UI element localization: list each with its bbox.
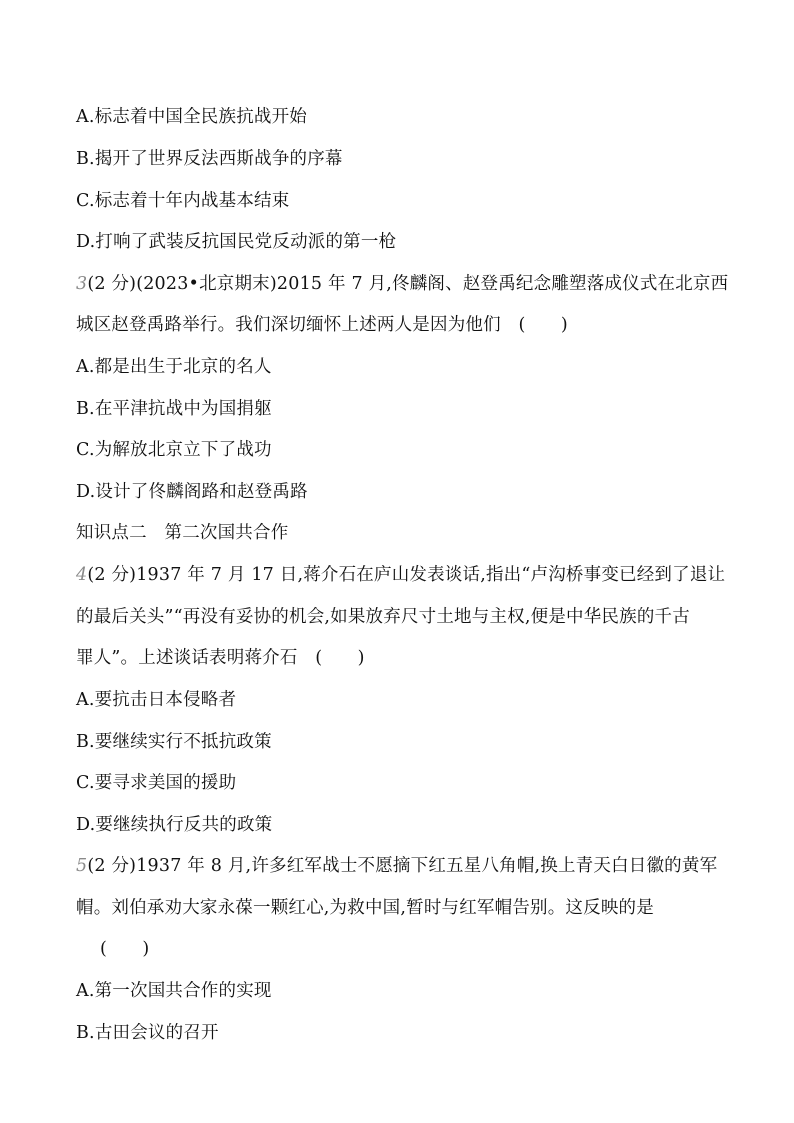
q3-stem-text1: (2 分)(2023•北京期末)2015 年 7 月,佟麟阁、赵登禹纪念雕塑落成仪式在北京西: [87, 274, 729, 294]
q5-option-b: B.古田会议的召开: [76, 1023, 219, 1043]
q5-number: 5: [76, 856, 88, 876]
q5-option-a: A.第一次国共合作的实现: [76, 981, 272, 1001]
q3-option-d: D.设计了佟麟阁路和赵登禹路: [76, 482, 308, 502]
q3-stem-line1: [76, 273, 728, 295]
q3-option-a: A.都是出生于北京的名人: [76, 357, 272, 377]
q4-option-b: B.要继续实行不抵抗政策: [76, 732, 272, 752]
q5-stem-text1: (2 分)1937 年 8 月,许多红军战士不愿摘下红五星八角帽,换上青天白日徽的黄军: [87, 856, 718, 876]
q2-option-c: C.标志着十年内战基本结束: [76, 191, 290, 211]
q4-stem-text1: (2 分)1937 年 7 月 17 日,蒋介石在庐山发表谈话,指出“卢沟桥事变已经到了退让: [87, 565, 726, 585]
q4-stem-line3: 罪人”。上述谈话表明蒋介石 ( ): [76, 648, 365, 668]
q3-option-c: C.为解放北京立下了战功: [76, 440, 272, 460]
q2-option-a: A.标志着中国全民族抗战开始: [76, 107, 307, 127]
q4-option-c: C.要寻求美国的援助: [76, 773, 237, 793]
q4-number: 4: [76, 565, 88, 585]
q4-option-d: D.要继续执行反共的政策: [76, 815, 273, 835]
q3-number: 3: [76, 274, 88, 294]
q3-stem-line2: 城区赵登禹路举行。我们深切缅怀上述两人是因为他们 ( ): [76, 315, 568, 335]
q2-option-d: D.打响了武装反抗国民党反动派的第一枪: [76, 232, 397, 252]
q2-option-b: B.揭开了世界反法西斯战争的序幕: [76, 149, 343, 169]
q5-stem-line1: [76, 855, 717, 877]
q4-stem-line1: [76, 564, 725, 586]
section-heading: 知识点二 第二次国共合作: [76, 523, 289, 543]
q5-stem-line3: ( ): [100, 939, 150, 959]
q5-stem-line2: 帽。刘伯承劝大家永葆一颗红心,为救中国,暂时与红军帽告别。这反映的是: [76, 898, 654, 918]
q3-option-b: B.在平津抗战中为国捐躯: [76, 399, 272, 419]
q4-option-a: A.要抗击日本侵略者: [76, 690, 237, 710]
q4-stem-line2: 的最后关头”“再没有妥协的机会,如果放弃尺寸土地与主权,便是中华民族的千古: [76, 607, 690, 627]
